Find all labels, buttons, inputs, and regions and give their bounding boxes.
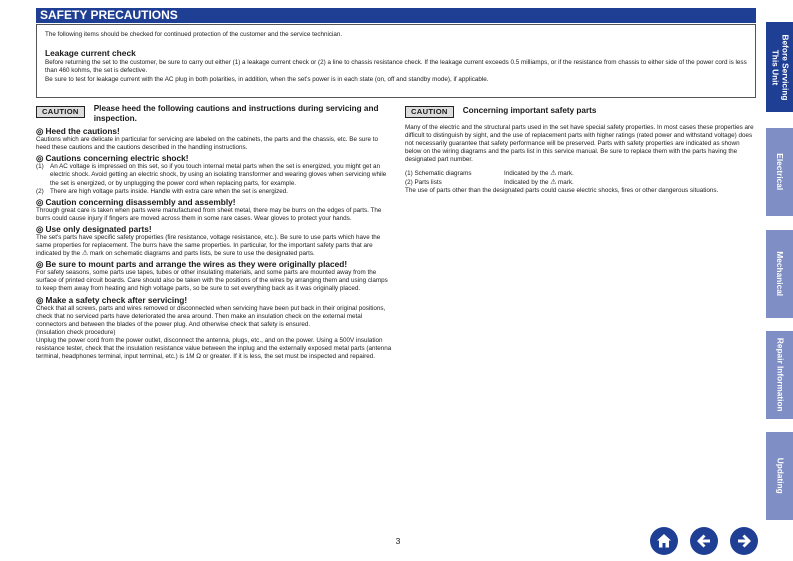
warning-triangle-icon: ⚠ <box>81 250 88 258</box>
text-part: The set's parts have specific safety properties (fire resistance, voltage resistance, etc.). Be sure to use parts which have the same properties for replacement. The burrs have the same properties. In particular, for the important safety parts that are indicated by the <box>36 233 381 258</box>
right-column <box>405 104 756 304</box>
insulation-procedure-text: Unplug the power cord from the power outlet, disconnect the antenna, plugs, etc., and on the power. Using a 500V insulation resistance tester, check that the insulation resistance value between the inplug and the externally exposed metal parts (antenna terminal, headphones terminal, input terminal, etc.) is 1M Ω or greater. If it is less, the set must be inspected and repaired. <box>36 336 392 361</box>
section-text-safety-check: Check that all screws, parts and wires removed or disconnected when servicing have been put back in their original positions, check that no serviced parts have deteriorated the area around. Then make an insulation check on the external metal connectors and between the blades of the power plug. And otherwise check that safety is ensured. <box>36 304 386 328</box>
text-part: mark. <box>556 178 574 186</box>
list-item <box>36 188 393 196</box>
section-heading-safety-check: ◎ Make a safety check after servicing! <box>36 294 188 305</box>
section-text-mount-parts: For safety seasons, some parts use tapes, tubes or other insulating materials, and some parts are mounted away from the surface of printed circuit boards. Care should also be taken with the positions of the wires by arranging them and using clamps to keep them away from heating and high voltage parts, so be sure to set everything back as it was originally placed. <box>36 269 388 293</box>
section-text-disassembly: Through great care is taken when parts were manufactured from sheet metal, there may be burrs on the edges of parts. The burrs could cause injury if fingers are moved across them in some rare cases. Wear gloves to protect your hands. <box>36 206 382 222</box>
section-text-cautions: Cautions which are delicate in particular for servicing are labeled on the cabinets, the parts and the chassis, etc. Be sure to heed these cautions and the cautions described in the handling instructions. <box>36 136 378 152</box>
list-item-number: (1) <box>36 163 44 171</box>
page-title: SAFETY PRECAUTIONS <box>36 8 756 23</box>
parts-row-schematic <box>405 170 756 178</box>
tab-label: Before Servicing This Unit <box>770 34 791 100</box>
left-column <box>36 104 393 464</box>
tab-updating[interactable] <box>766 432 793 520</box>
tab-repair-information[interactable] <box>766 331 793 419</box>
tab-label: Mechanical <box>775 251 786 297</box>
right-caution-header <box>405 104 756 118</box>
list-item-text: An AC voltage is impressed on this set, so if you touch internal metal parts when the set is energized, you might get an electric shock. Avoid getting an electric shock, by using an isolating transformer and wearing gloves when servicing while the set is energized, or by unplugging the power cord when replacing parts, for example. <box>50 163 387 187</box>
arrow-right-icon <box>735 532 753 550</box>
list-item-text: There are high voltage parts inside. Handle with extra care when the set is energized. <box>50 187 289 195</box>
insulation-procedure-label: (Insulation check procedure) <box>36 328 116 336</box>
home-button[interactable] <box>650 527 678 555</box>
leakage-text: Before returning the set to the customer, be sure to carry out either (1) a leakage current check or (2) a line to chassis resistance check. If the leakage current exceeds 0.5 milliamps, or if the resistance from chassis to either side of the power cord is less than 460 kohms, the set is defective. <box>45 58 747 75</box>
leakage-heading: Leakage current check <box>45 47 136 58</box>
section-heading-cautions: ◎ Heed the cautions! <box>36 126 120 137</box>
tab-label: Repair Information <box>775 338 786 412</box>
leakage-text-2: Be sure to test for leakage current with the AC plug in both polarities, in addition, when the set's power is in each state (on, off and standby mode), if applicable. <box>45 75 489 83</box>
left-caution-header <box>36 104 393 123</box>
forward-button[interactable] <box>730 527 758 555</box>
caution-title: Please heed the following cautions and instructions during servicing and inspection. <box>93 104 379 123</box>
section-heading-electric-shock: ◎ Cautions concerning electric shock! <box>36 153 189 164</box>
list-item-number: (2) <box>36 187 44 195</box>
tab-before-servicing[interactable] <box>766 22 793 112</box>
parts-row-parts-lists <box>405 179 756 187</box>
text-part: mark on schematic diagrams and parts lists, be sure to use the designated parts. <box>87 250 315 258</box>
tab-label: Electrical <box>775 153 786 191</box>
text-part: Indicated by the <box>504 170 551 178</box>
section-text-designated-parts <box>36 234 393 258</box>
parts-row-value <box>504 179 574 187</box>
parts-row-label: (2) Parts lists <box>405 178 442 186</box>
page-number: 3 <box>395 536 401 546</box>
text-part: Indicated by the <box>504 178 551 186</box>
caution-title: Concerning important safety parts <box>462 106 597 115</box>
tab-label: Updating <box>775 458 786 494</box>
text-part: mark. <box>556 170 574 178</box>
home-icon <box>655 532 673 550</box>
parts-row-label: (1) Schematic diagrams <box>405 170 472 178</box>
section-heading-disassembly: ◎ Caution concerning disassembly and assembly! <box>36 196 236 207</box>
list-item <box>36 163 393 187</box>
tab-mechanical[interactable] <box>766 230 793 318</box>
arrow-left-icon <box>695 532 713 550</box>
section-heading-mount-parts: ◎ Be sure to mount parts and arrange the wires as they were originally placed! <box>36 259 348 270</box>
safety-parts-text: Many of the electric and the structural parts used in the set have special safety properties. In most cases these properties are difficult to distinguish by sight, and the use of replacement parts with higher ratings (rated power and withstand voltage) does not necessarily guarantee that safety performance will be preserved. Parts with safety properties are indicated as shown below on the wiring diagrams and the parts list in this service manual. Be sure to replace them with the parts having the designated part number. <box>405 124 754 164</box>
tab-electrical[interactable] <box>766 128 793 216</box>
caution-badge: CAUTION <box>405 106 454 118</box>
back-button[interactable] <box>690 527 718 555</box>
warning-triangle-icon: ⚠ <box>550 170 557 178</box>
caution-badge: CAUTION <box>36 106 85 118</box>
safety-parts-note: The use of parts other than the designated parts could cause electric shocks, fires or other dangerous situations. <box>405 186 719 194</box>
section-heading-designated-parts: ◎ Use only designated parts! <box>36 223 152 234</box>
parts-row-value <box>504 170 574 178</box>
warning-triangle-icon: ⚠ <box>550 178 557 186</box>
intro-box <box>36 24 756 98</box>
intro-lead: The following items should be checked for continued protection of the customer and the service technician. <box>45 31 343 38</box>
